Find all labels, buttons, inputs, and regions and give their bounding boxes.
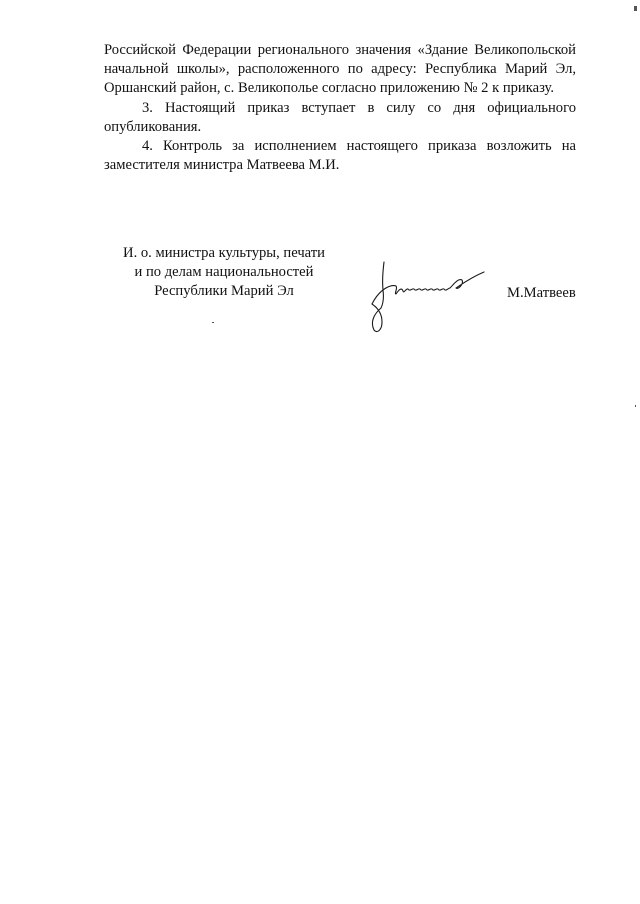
signature-block	[104, 244, 584, 344]
paragraph-4: 4. Контроль за исполнением настоящего приказа возложить на заместителя министра Матвеева М.И.	[104, 138, 576, 174]
paragraph-3: 3. Настоящий приказ вступает в силу со дня официального опубликования.	[104, 99, 576, 135]
signatory-title-line-1: И. о. министра культуры, печати	[123, 245, 325, 261]
signatory-title	[104, 244, 344, 302]
scan-speck	[634, 6, 637, 11]
scan-speck	[635, 405, 636, 407]
signatory-title-line-2: и по делам национальностей	[134, 264, 314, 281]
document-body	[104, 41, 576, 175]
handwritten-signature	[362, 258, 488, 338]
signatory-title-line-3: Республики Марий Эл	[154, 283, 294, 300]
signatory-name: М.Матвеев	[507, 285, 576, 301]
scan-speck	[212, 322, 214, 323]
paragraph-continuation: Российской Федерации регионального значения «Здание Великопольской начальной школы», расположенного по адресу: Республика Марий Эл, Оршанский район, с. Великополье согласно приложению № 2 к приказу.	[104, 42, 576, 97]
